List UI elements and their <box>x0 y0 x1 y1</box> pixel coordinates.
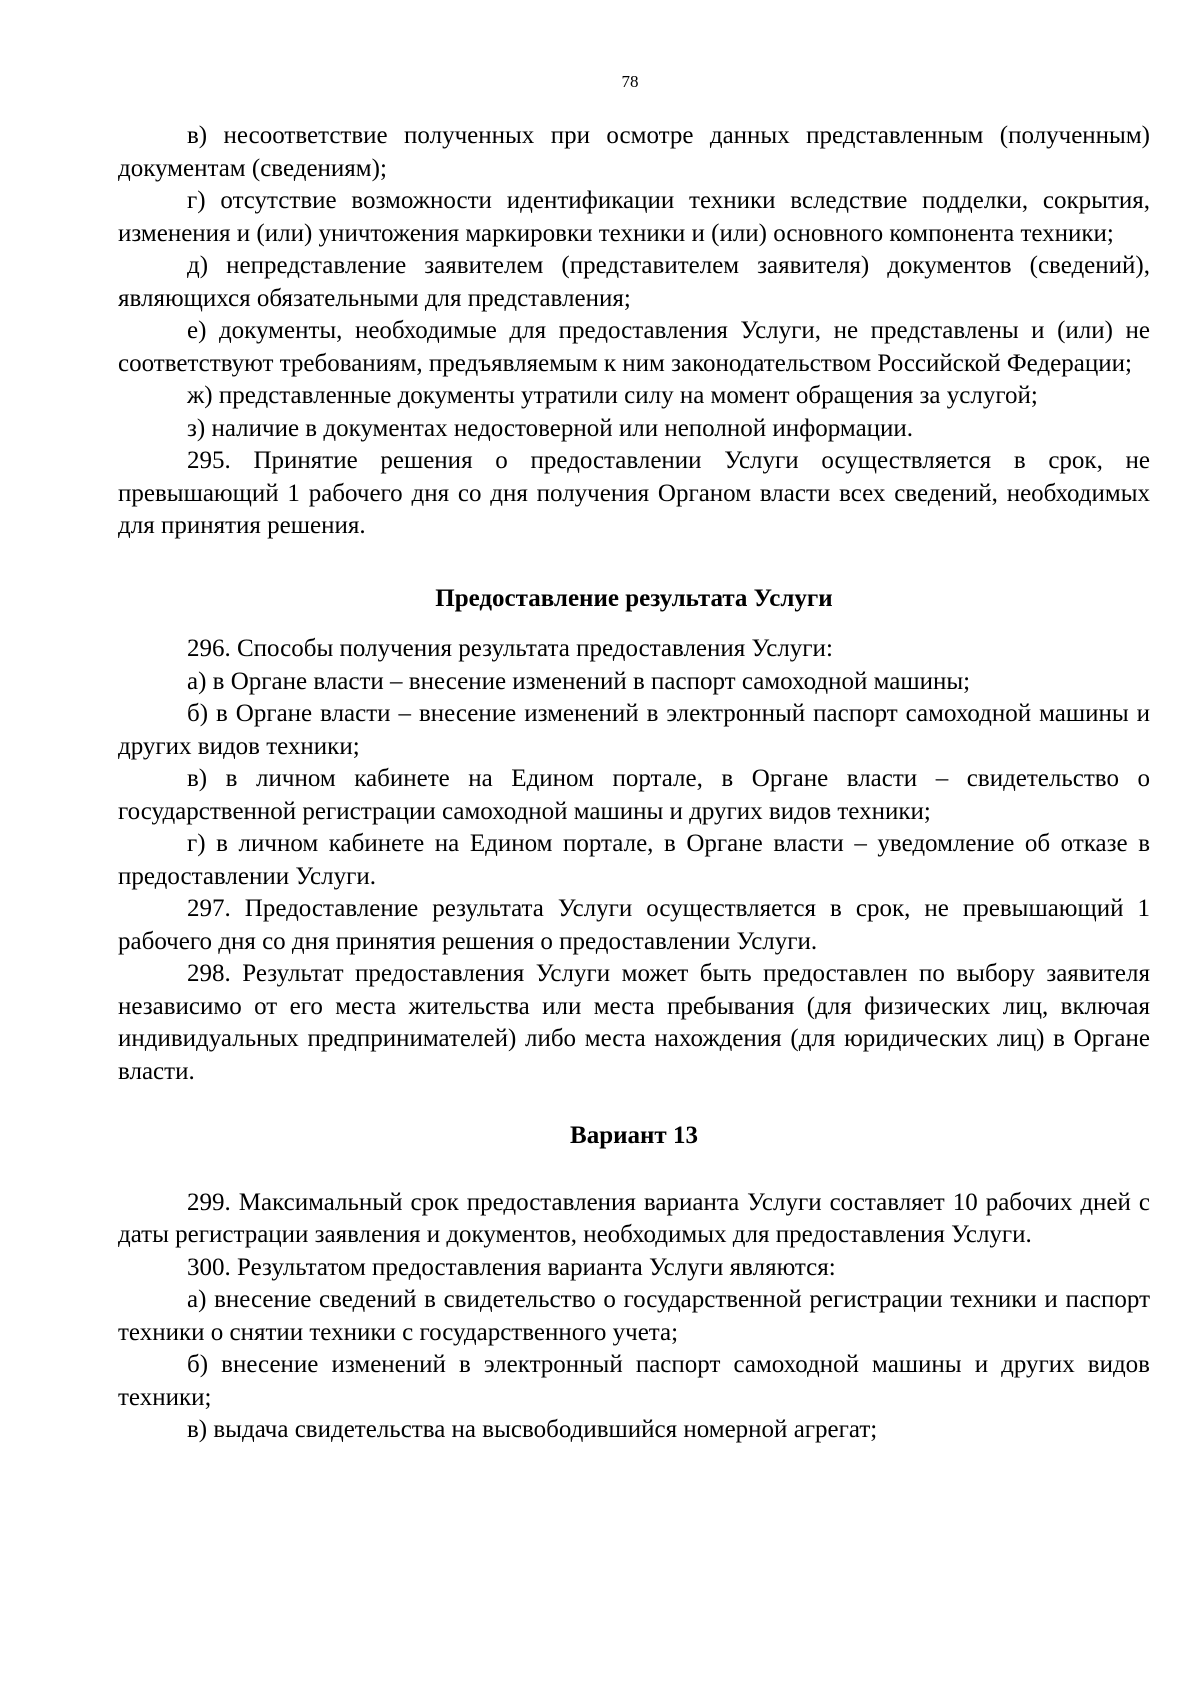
paragraph-295: 295. Принятие решения о предоставлении Услуги осуществляется в срок, не превышающий 1 рабочего дня со дня получения Органом власти всех сведений, необходимых для принятия решения. <box>118 447 1150 539</box>
paragraph-item-e: е) документы, необходимые для предоставления Услуги, не представлены и (или) не соответствуют требованиям, предъявляемым к ним законодательством Российской Федерации; <box>118 317 1150 377</box>
paragraph-300-b: б) внесение изменений в электронный паспорт самоходной машины и других видов техники; <box>118 1351 1150 1411</box>
paragraph-300-a: а) внесение сведений в свидетельство о государственной регистрации техники и паспорт техники о снятии техники с государственного учета; <box>118 1286 1150 1346</box>
paragraph-300-v: в) выдача свидетельства на высвободившийся номерной агрегат; <box>187 1416 878 1443</box>
paragraph-296-b: б) в Органе власти – внесение изменений в электронный паспорт самоходной машины и других видов техники; <box>118 700 1150 760</box>
paragraph-item-d: д) непредставление заявителем (представителем заявителя) документов (сведений), являющихся обязательными для представления; <box>118 252 1150 312</box>
paragraph-296-v: в) в личном кабинете на Едином портале, в Органе власти – свидетельство о государственной регистрации самоходной машины и других видов техники; <box>118 765 1150 825</box>
paragraph-item-z: з) наличие в документах недостоверной или неполной информации. <box>187 414 914 442</box>
paragraph-299: 299. Максимальный срок предоставления варианта Услуги составляет 10 рабочих дней с даты регистрации заявления и документов, необходимых для предоставления Услуги. <box>118 1188 1150 1248</box>
section-heading-result: Предоставление результата Услуги <box>435 584 833 612</box>
paragraph-296-a: а) в Органе власти – внесение изменений в паспорт самоходной машины; <box>187 667 971 695</box>
paragraph-296-g: г) в личном кабинете на Едином портале, в Органе власти – уведомление об отказе в предоставлении Услуги. <box>118 830 1150 890</box>
paragraph-297: 297. Предоставление результата Услуги осуществляется в срок, не превышающий 1 рабочего дня со дня принятия решения о предоставлении Услуги. <box>118 895 1150 955</box>
document-body <box>118 120 1150 1447</box>
section-heading-variant: Вариант 13 <box>570 1122 698 1149</box>
page-number: 78 <box>621 72 639 91</box>
paragraph-298: 298. Результат предоставления Услуги может быть предоставлен по выбору заявителя независимо от его места жительства или места пребывания (для физических лиц, включая индивидуальных предпринимателей) либо места нахождения (для юридических лиц) в Органе власти. <box>118 960 1150 1085</box>
paragraph-296: 296. Способы получения результата предоставления Услуги: <box>187 635 833 662</box>
paragraph-300: 300. Результатом предоставления варианта Услуги являются: <box>187 1253 836 1281</box>
paragraph-item-v: в) несоответствие полученных при осмотре данных представленным (полученным) документам (сведениям); <box>118 122 1150 182</box>
paragraph-item-zh: ж) представленные документы утратили силу на момент обращения за услугой; <box>187 382 1038 409</box>
paragraph-item-g: г) отсутствие возможности идентификации техники вследствие подделки, сокрытия, изменения и (или) уничтожения маркировки техники и (или) основного компонента техники; <box>118 187 1150 247</box>
